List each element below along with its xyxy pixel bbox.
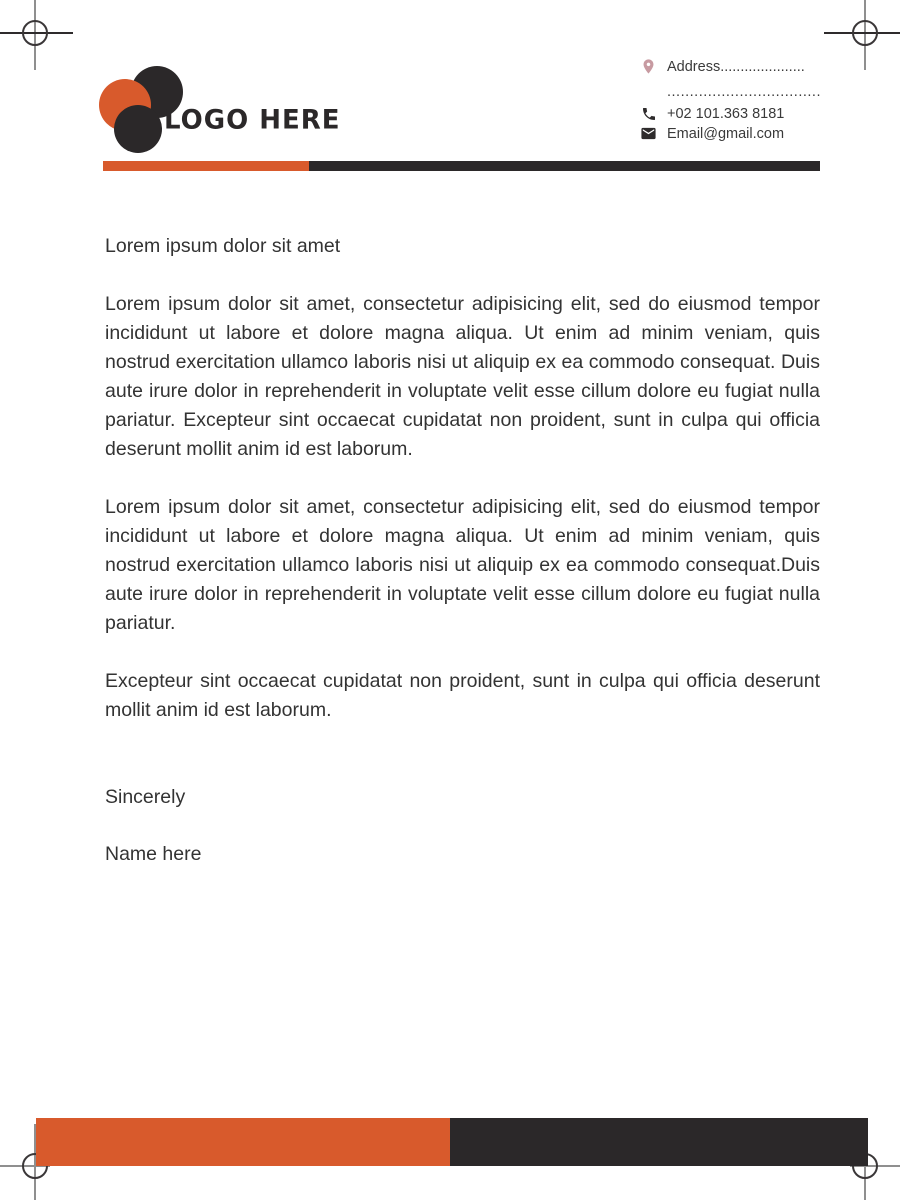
contact-block	[640, 58, 822, 142]
letter-signature-name: Name here	[105, 843, 202, 865]
letter-greeting: Lorem ipsum dolor sit amet	[105, 235, 341, 257]
letter-paragraph: Lorem ipsum dolor sit amet, consectetur adipisicing elit, sed do eiusmod tempor incididunt ut labore et dolore magna aliqua. Ut enim ad minim veniam, quis nostrud exercitation ullamco laboris nisi ut aliquip ex ea commodo consequat.Duis aute irure dolor in reprehenderit in voluptate velit esse cillum dolore eu fugiat nulla pariatur.	[105, 496, 820, 634]
logo-text: LOGO HERE	[164, 104, 341, 136]
registration-circle	[852, 20, 878, 46]
footer-orange-segment	[36, 1118, 450, 1166]
phone-icon	[640, 105, 657, 122]
footer-bar	[36, 1118, 868, 1166]
email-icon	[640, 125, 657, 142]
registration-circle	[22, 20, 48, 46]
map-pin-icon	[640, 58, 657, 75]
letter-body	[105, 232, 820, 869]
contact-address-row	[640, 58, 822, 75]
divider-orange-segment	[103, 161, 309, 171]
email-address: Email@gmail.com	[667, 125, 785, 142]
logo-circle-dark-bottom	[114, 105, 162, 153]
divider-dark-segment	[309, 161, 820, 171]
letter-paragraph: Excepteur sint occaecat cupidatat non proident, sunt in culpa qui officia deserunt mollit anim id est laborum.	[105, 670, 820, 721]
address-dots: ..................................	[667, 84, 821, 100]
footer-dark-segment	[450, 1118, 868, 1166]
header-divider	[103, 161, 820, 171]
contact-address-dots-row	[640, 84, 822, 100]
letter-closing: Sincerely	[105, 786, 186, 808]
letter-paragraph: Lorem ipsum dolor sit amet, consectetur adipisicing elit, sed do eiusmod tempor incididunt ut labore et dolore magna aliqua. Ut enim ad minim veniam, quis nostrud exercitation ullamco laboris nisi ut aliquip ex ea commodo consequat. Duis aute irure dolor in reprehenderit in voluptate velit esse cillum dolore eu fugiat nulla pariatur. Excepteur sint occaecat cupidatat non proident, sunt in culpa qui officia deserunt mollit anim id est laborum.	[105, 293, 820, 460]
contact-email-row	[640, 125, 822, 142]
contact-phone-row	[640, 105, 822, 122]
address-label: Address.....................	[667, 58, 805, 75]
phone-number: +02 101.363 8181	[667, 105, 785, 122]
